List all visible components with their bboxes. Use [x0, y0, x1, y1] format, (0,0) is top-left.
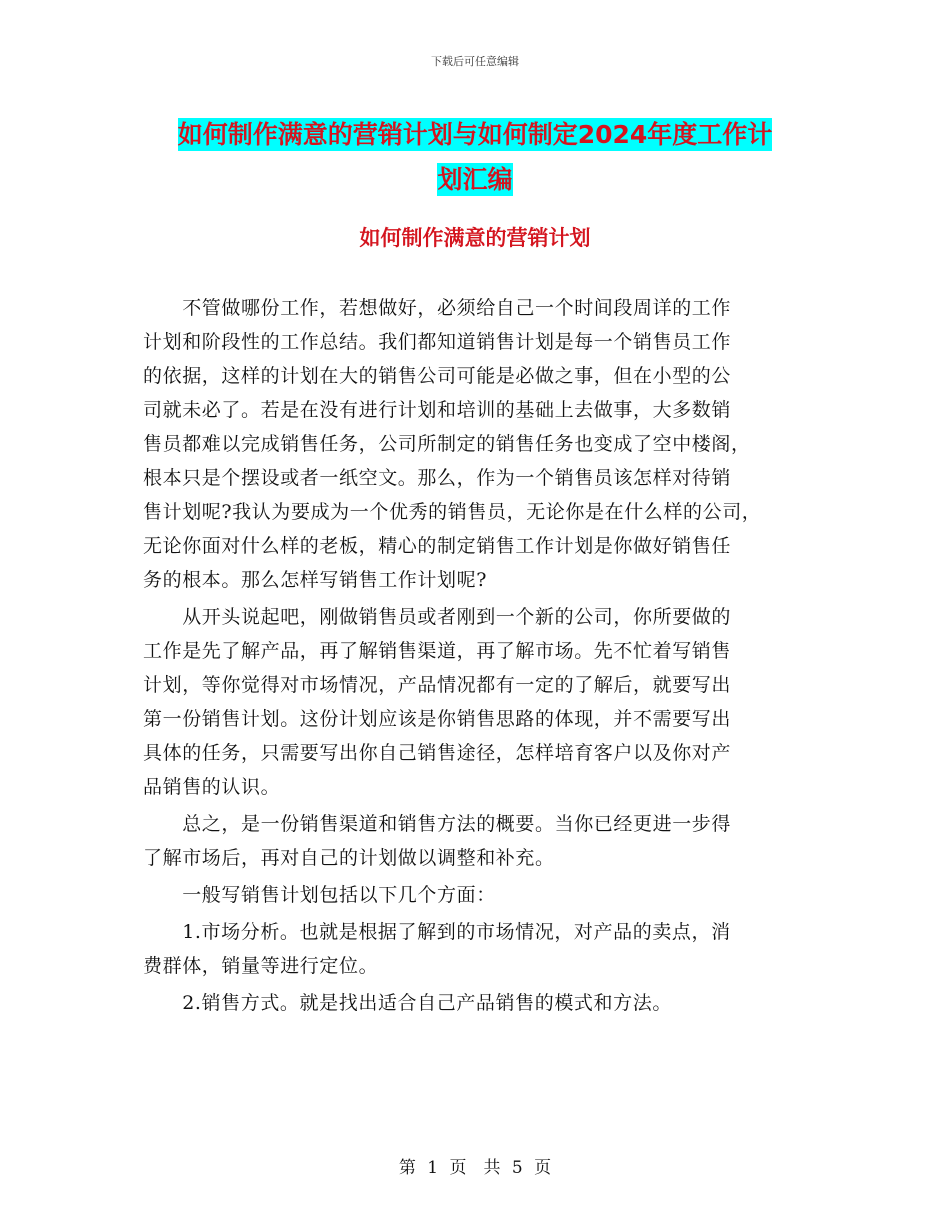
paragraph-1 [143, 291, 818, 597]
text-line: 一般写销售计划包括以下几个方面： [143, 884, 496, 906]
document-title [150, 112, 800, 202]
document-title-line-2: 划汇编 [437, 165, 513, 194]
page-mid: 页 共 [449, 1158, 501, 1178]
section-title: 如何制作满意的营销计划 [359, 226, 591, 250]
text-line: 计划和阶段性的工作总结。我们都知道销售计划是每一个销售员工作 [143, 331, 732, 353]
paragraph-6 [143, 986, 818, 1020]
page-prefix: 第 [398, 1158, 416, 1178]
text-line: 务的根本。那么怎样写销售工作计划呢? [143, 569, 487, 591]
page-current: 1 [427, 1158, 439, 1178]
text-line: 司就未必了。若是在没有进行计划和培训的基础上去做事，大多数销 [143, 399, 732, 421]
text-line: 根本只是个摆设或者一纸空文。那么，作为一个销售员该怎样对待销 [143, 467, 732, 489]
page-total: 5 [511, 1158, 523, 1178]
text-line: 第一份销售计划。这份计划应该是你销售思路的体现，并不需要写出 [143, 708, 732, 730]
text-line: 具体的任务，只需要写出你自己销售途径，怎样培育客户以及你对产 [143, 742, 732, 764]
text-line: 品销售的认识。 [143, 776, 281, 798]
page-suffix: 页 [534, 1158, 552, 1178]
paragraph-3 [143, 807, 818, 875]
text-line: 的依据，这样的计划在大的销售公司可能是必做之事，但在小型的公 [143, 365, 732, 387]
text-line: 了解市场后，再对自己的计划做以调整和补充。 [143, 847, 555, 869]
text-line: 不管做哪份工作，若想做好，必须给自己一个时间段周详的工作 [143, 297, 732, 319]
paragraph-5 [143, 915, 818, 983]
text-line: 从开头说起吧，刚做销售员或者刚到一个新的公司，你所要做的 [143, 606, 732, 628]
text-line: 总之，是一份销售渠道和销售方法的概要。当你已经更进一步得 [143, 813, 732, 835]
text-line: 无论你面对什么样的老板，精心的制定销售工作计划是你做好销售任 [143, 535, 732, 557]
paragraph-2 [143, 600, 818, 804]
text-line: 费群体，销量等进行定位。 [143, 955, 379, 977]
text-line: 计划，等你觉得对市场情况，产品情况都有一定的了解后，就要写出 [143, 674, 732, 696]
text-line: 2.销售方式。就是找出适合自己产品销售的模式和方法。 [143, 992, 672, 1014]
paragraph-4 [143, 878, 818, 912]
text-line: 售计划呢?我认为要成为一个优秀的销售员，无论你是在什么样的公司， [143, 501, 762, 523]
page-footer [0, 1153, 950, 1178]
body-text [143, 291, 818, 1020]
header-note: 下载后可任意编辑 [431, 55, 519, 68]
text-line: 售员都难以完成销售任务，公司所制定的销售任务也变成了空中楼阁， [143, 433, 751, 455]
text-line: 1.市场分析。也就是根据了解到的市场情况，对产品的卖点，消 [143, 921, 731, 943]
text-line: 工作是先了解产品，再了解销售渠道，再了解市场。先不忙着写销售 [143, 640, 732, 662]
document-title-line-1: 如何制作满意的营销计划与如何制定2024年度工作计 [177, 120, 773, 149]
